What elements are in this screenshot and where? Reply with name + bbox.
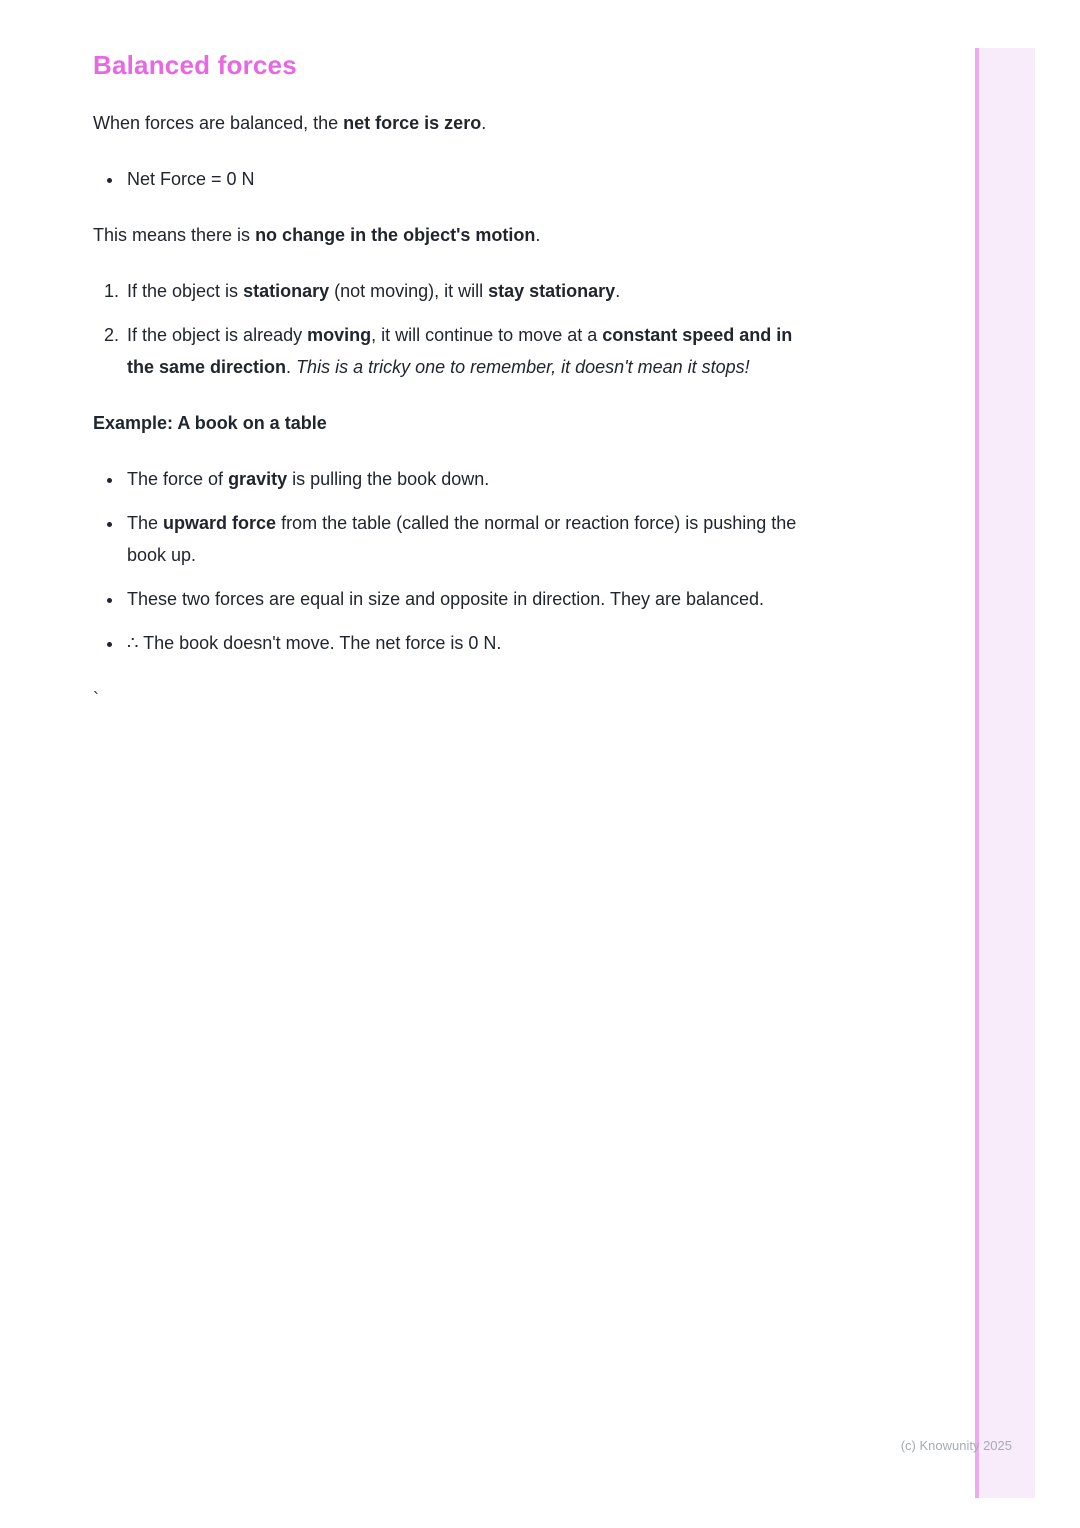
text-segment: Net Force = 0 N [127, 169, 255, 190]
text-segment: moving [307, 325, 372, 346]
list-item-upward-force [124, 507, 798, 571]
text-segment: . [286, 357, 297, 378]
text-segment: net force is zero [343, 113, 482, 133]
page-title: Balanced forces [93, 50, 297, 80]
text-segment: stationary [243, 281, 330, 302]
list-item-conclusion [124, 627, 798, 659]
text-segment: , it will continue to move at a [371, 325, 603, 346]
list-item-net-force [124, 163, 798, 195]
net-force-list [93, 163, 798, 195]
text-segment: When forces are balanced, the [93, 113, 344, 133]
document-content [93, 50, 798, 739]
text-segment: If the object is [127, 281, 244, 302]
motion-paragraph [93, 219, 798, 251]
example-list [93, 463, 798, 659]
text-segment: The [127, 513, 164, 534]
text-segment: (not moving), it will [329, 281, 489, 302]
text-segment: ∴ The book doesn't move. The net force is 0 N. [127, 633, 502, 654]
text-segment: constant speed and in the same direction [127, 325, 793, 378]
text-segment: . [481, 113, 487, 133]
stationary-moving-list [93, 275, 798, 383]
text-segment: This means there is [93, 225, 256, 246]
intro-paragraph [93, 107, 798, 139]
text-segment: gravity [228, 469, 288, 490]
list-item-equal-forces [124, 583, 798, 615]
text-segment: This is a tricky one to remember, it doesn't mean it stops! [296, 357, 750, 378]
text-segment: If the object is already [127, 325, 308, 346]
text-segment: The force of [127, 469, 229, 490]
copyright-footer: (c) Knowunity 2025 [900, 1438, 1012, 1453]
text-segment: stay stationary [488, 281, 616, 302]
text-segment: no change in the object's motion [255, 225, 536, 246]
text-segment: . [535, 225, 541, 246]
text-segment: upward force [163, 513, 277, 534]
example-heading: Example: A book on a table [93, 413, 327, 434]
stray-backtick: ` [93, 689, 99, 710]
list-item-moving [124, 319, 798, 383]
text-segment: These two forces are equal in size and opposite in direction. They are balanced. [127, 589, 765, 610]
text-segment: . [615, 281, 621, 302]
list-item-gravity [124, 463, 798, 495]
text-segment: from the table (called the normal or reaction force) is pushing the book up. [127, 513, 797, 566]
list-item-stationary [124, 275, 798, 307]
text-segment: is pulling the book down. [287, 469, 490, 490]
page-margin-strip [975, 48, 1035, 1498]
